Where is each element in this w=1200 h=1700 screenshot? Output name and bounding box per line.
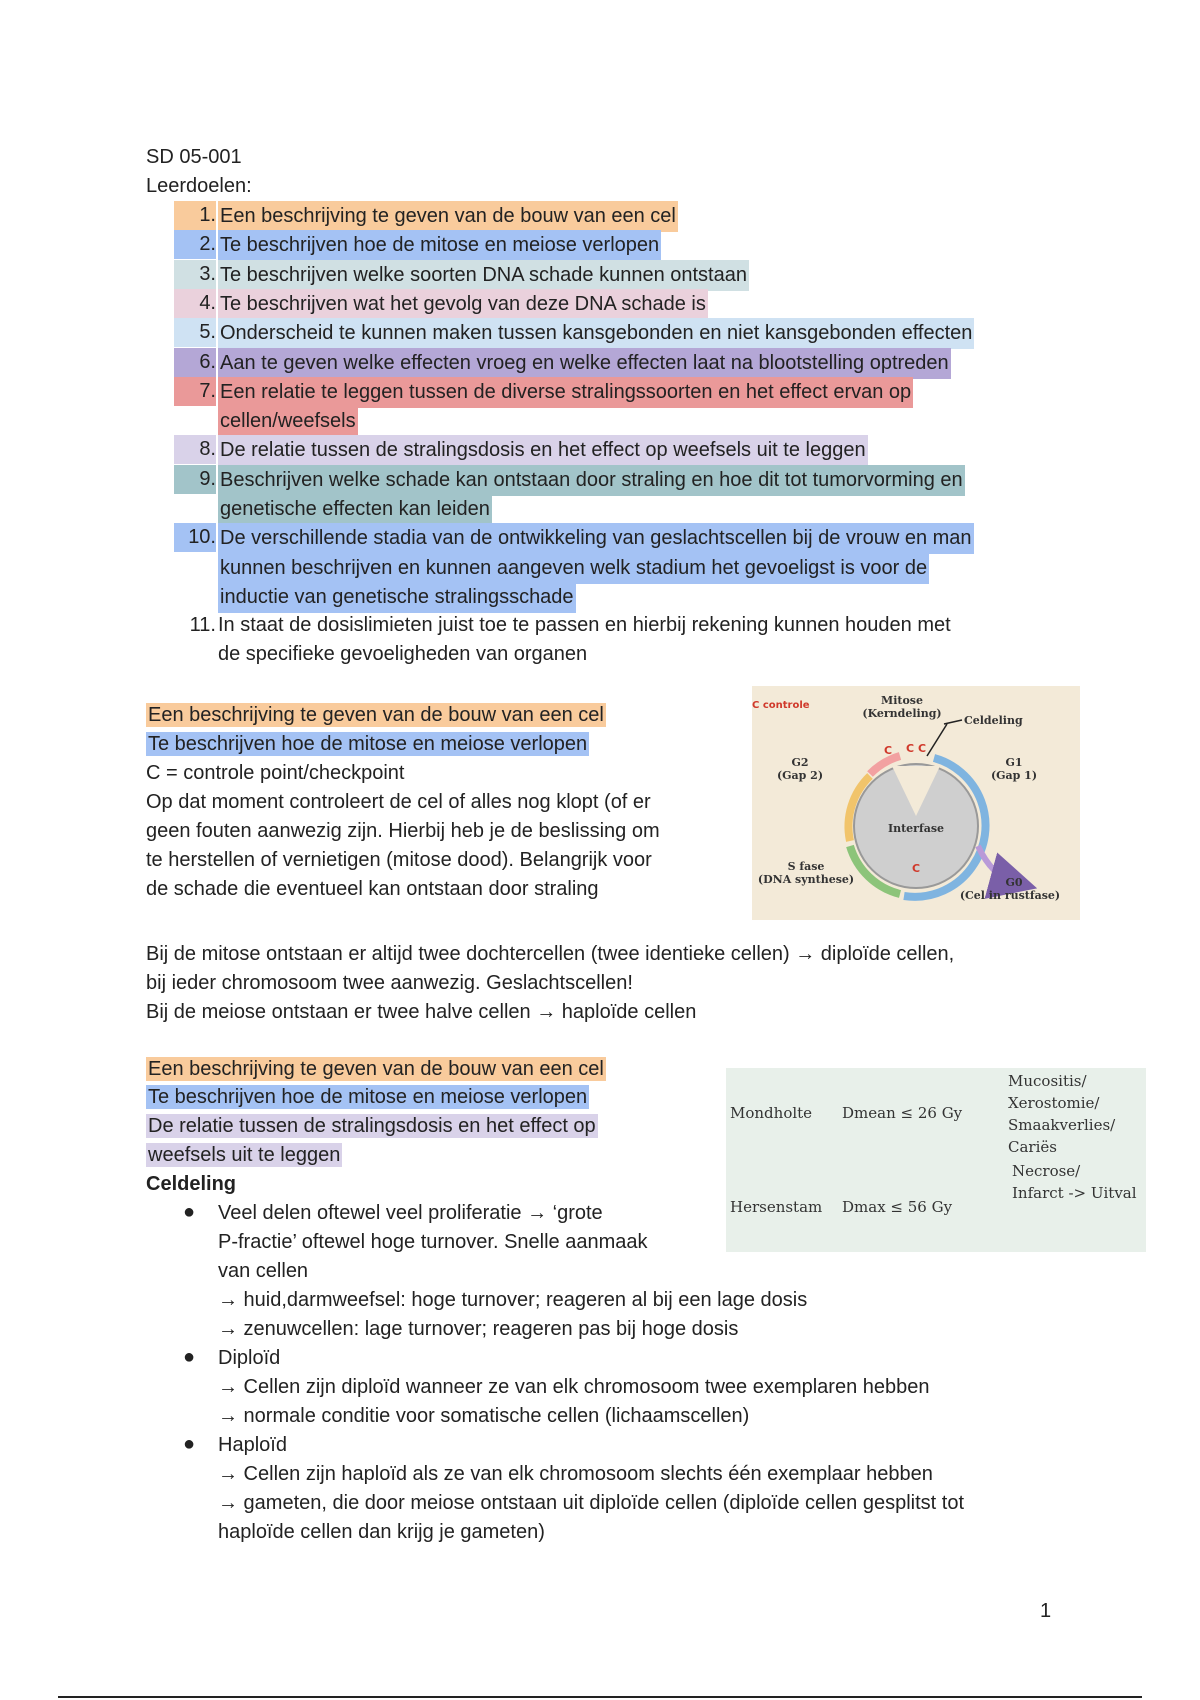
dna-synthese-label: (DNA synthese) (757, 873, 855, 886)
section1-line: Op dat moment controleert de cel of alles nog klopt (of er (146, 791, 651, 813)
bullet-line: → zenuwcellen: lage turnover; reageren pas bij hoge dosis (218, 1318, 739, 1340)
table-cell-limit: Dmean ≤ 26 Gy (842, 1104, 963, 1122)
cell-cycle-figure (752, 686, 1080, 920)
table-cell-effect: Infarct -> Uitval (1012, 1184, 1137, 1202)
section2-heading-2: Te beschrijven hoe de mitose en meiose verlopen (148, 1086, 588, 1108)
goal-text: De verschillende stadia van de ontwikkeling van geslachtscellen bij de vrouw en man (218, 523, 974, 554)
table-cell-effect: Necrose/ (1012, 1162, 1081, 1180)
goal-number: 4. (174, 289, 216, 318)
section1-line: te herstellen of vernietigen (mitose dood). Belangrijk voor (146, 849, 652, 871)
g1-label: G1 (1005, 756, 1023, 769)
goal-text: In staat de dosislimieten juist toe te passen en hierbij rekening kunnen houden met (218, 614, 951, 636)
cell-cycle-diagram (752, 686, 1080, 920)
section1-heading-1: Een beschrijving te geven van de bouw van een cel (148, 704, 604, 726)
goal-number: 6. (174, 348, 216, 377)
goal-text: Onderscheid te kunnen maken tussen kansgebonden en niet kansgebonden effecten (218, 318, 974, 349)
goal-text: Aan te geven welke effecten vroeg en welke effecten laat na blootstelling optreden (218, 348, 951, 379)
section2-heading-3: De relatie tussen de stralingsdosis en het effect op (148, 1115, 596, 1137)
table-cell-effect: Xerostomie/ (1008, 1094, 1100, 1112)
meiose-paragraph-line: Bij de meiose ontstaan er twee halve cellen → haploïde cellen (146, 1001, 697, 1023)
bullet-line: → Cellen zijn diploïd wanneer ze van elk chromosoom twee exemplaren hebben (218, 1376, 930, 1398)
bullet-line: Haploïd (218, 1434, 287, 1456)
goal-text: Te beschrijven hoe de mitose en meiose verlopen (218, 230, 661, 261)
dose-constraints-table (726, 1068, 1146, 1252)
figure-legend: C controle (752, 700, 810, 711)
goal-text: kunnen beschrijven en kunnen aangeven welk stadium het gevoeligst is voor de (218, 553, 929, 584)
footer-divider (58, 1696, 1142, 1698)
document-code: SD 05-001 (146, 146, 242, 168)
table-cell-effect: Cariës (1008, 1138, 1057, 1156)
gap1-label: (Gap 1) (990, 769, 1038, 782)
goal-text: Te beschrijven wat het gevolg van deze DNA schade is (218, 289, 708, 320)
goal-text: Een relatie te leggen tussen de diverse stralingssoorten en het effect ervan op (218, 377, 913, 408)
goal-text: de specifieke gevoeligheden van organen (218, 643, 588, 665)
goal-text: inductie van genetische stralingsschade (218, 582, 576, 613)
bullet-line: → normale conditie voor somatische cellen (lichaamscellen) (218, 1405, 750, 1427)
goal-text: Beschrijven welke schade kan ontstaan door straling en hoe dit tot tumorvorming en (218, 465, 965, 496)
table-cell-organ: Hersenstam (730, 1198, 823, 1216)
rustfase-label: (Cel in rustfase) (959, 889, 1061, 902)
goal-text: genetische effecten kan leiden (218, 494, 492, 525)
checkpoint-marker: C (906, 742, 915, 755)
bullet-line: haploïde cellen dan krijg je gameten) (218, 1521, 545, 1543)
checkpoint-marker: C (912, 862, 921, 875)
goal-number: 10. (174, 523, 216, 552)
interfase-label: Interfase (887, 822, 945, 835)
goal-number: 7. (174, 377, 216, 406)
gap2-label: (Gap 2) (776, 769, 824, 782)
goal-number: 5. (174, 318, 216, 347)
g2-label: G2 (791, 756, 809, 769)
bullet-line: Diploïd (218, 1347, 281, 1369)
goal-number: 11. (189, 614, 216, 636)
goal-number: 8. (174, 435, 216, 464)
bullet-line: Veel delen oftewel veel proliferatie → ‘grote (218, 1202, 603, 1224)
goal-text: De relatie tussen de stralingsdosis en het effect op weefsels uit te leggen (218, 435, 868, 466)
section2-heading-1: Een beschrijving te geven van de bouw van een cel (148, 1058, 604, 1080)
section1-line: geen fouten aanwezig zijn. Hierbij heb je de beslissing om (146, 820, 660, 842)
checkpoint-marker: C (918, 742, 927, 755)
goal-text: cellen/weefsels (218, 406, 358, 437)
bullet-marker: ● (183, 1433, 196, 1455)
s-phase-label: S fase (787, 860, 825, 873)
checkpoint-marker: C (884, 744, 893, 757)
page-number: 1 (1040, 1600, 1052, 1622)
goal-text: Te beschrijven welke soorten DNA schade kunnen ontstaan (218, 260, 749, 291)
bullet-line: → huid,darmweefsel: hoge turnover; reageren al bij een lage dosis (218, 1289, 808, 1311)
mitose-paragraph-line: Bij de mitose ontstaan er altijd twee dochtercellen (twee identieke cellen) → diploïde cellen, (146, 943, 955, 965)
table-cell-limit: Dmax ≤ 56 Gy (842, 1198, 953, 1216)
goal-text: Een beschrijving te geven van de bouw van een cel (218, 201, 678, 232)
table-cell-organ: Mondholte (730, 1104, 813, 1122)
celdeling-label: Celdeling (964, 714, 1023, 727)
celdeling-pointer (927, 724, 947, 756)
section1-line: de schade die eventueel kan ontstaan door straling (146, 878, 599, 900)
bullet-line: van cellen (218, 1260, 309, 1282)
bullet-marker: ● (183, 1201, 196, 1223)
g0-label: G0 (1005, 876, 1023, 889)
bullet-line: → Cellen zijn haploïd als ze van elk chromosoom slechts één exemplaar hebben (218, 1463, 933, 1485)
goal-number: 2. (174, 230, 216, 259)
mitose-label: Mitose (881, 694, 923, 707)
bullet-marker: ● (183, 1346, 196, 1368)
table-cell-effect: Mucositis/ (1008, 1072, 1087, 1090)
goal-number: 1. (174, 201, 216, 230)
bullet-line: P-fractie’ oftewel hoge turnover. Snelle aanmaak (218, 1231, 648, 1253)
table-cell-effect: Smaakverlies/ (1008, 1116, 1116, 1134)
goals-label: Leerdoelen: (146, 175, 252, 197)
bullet-line: → gameten, die door meiose ontstaan uit diploïde cellen (diploïde cellen gesplitst tot (218, 1492, 965, 1514)
mitose-paragraph-line: bij ieder chromosoom twee aanwezig. Geslachtscellen! (146, 972, 633, 994)
celdeling-heading: Celdeling (146, 1173, 237, 1195)
section2-heading-3-cont: weefsels uit te leggen (148, 1144, 341, 1166)
section1-heading-2: Te beschrijven hoe de mitose en meiose verlopen (148, 733, 588, 755)
goal-number: 9. (174, 465, 216, 494)
section1-line: C = controle point/checkpoint (146, 762, 405, 784)
goal-number: 3. (174, 260, 216, 289)
kerndeling-label: (Kerndeling) (862, 707, 942, 720)
